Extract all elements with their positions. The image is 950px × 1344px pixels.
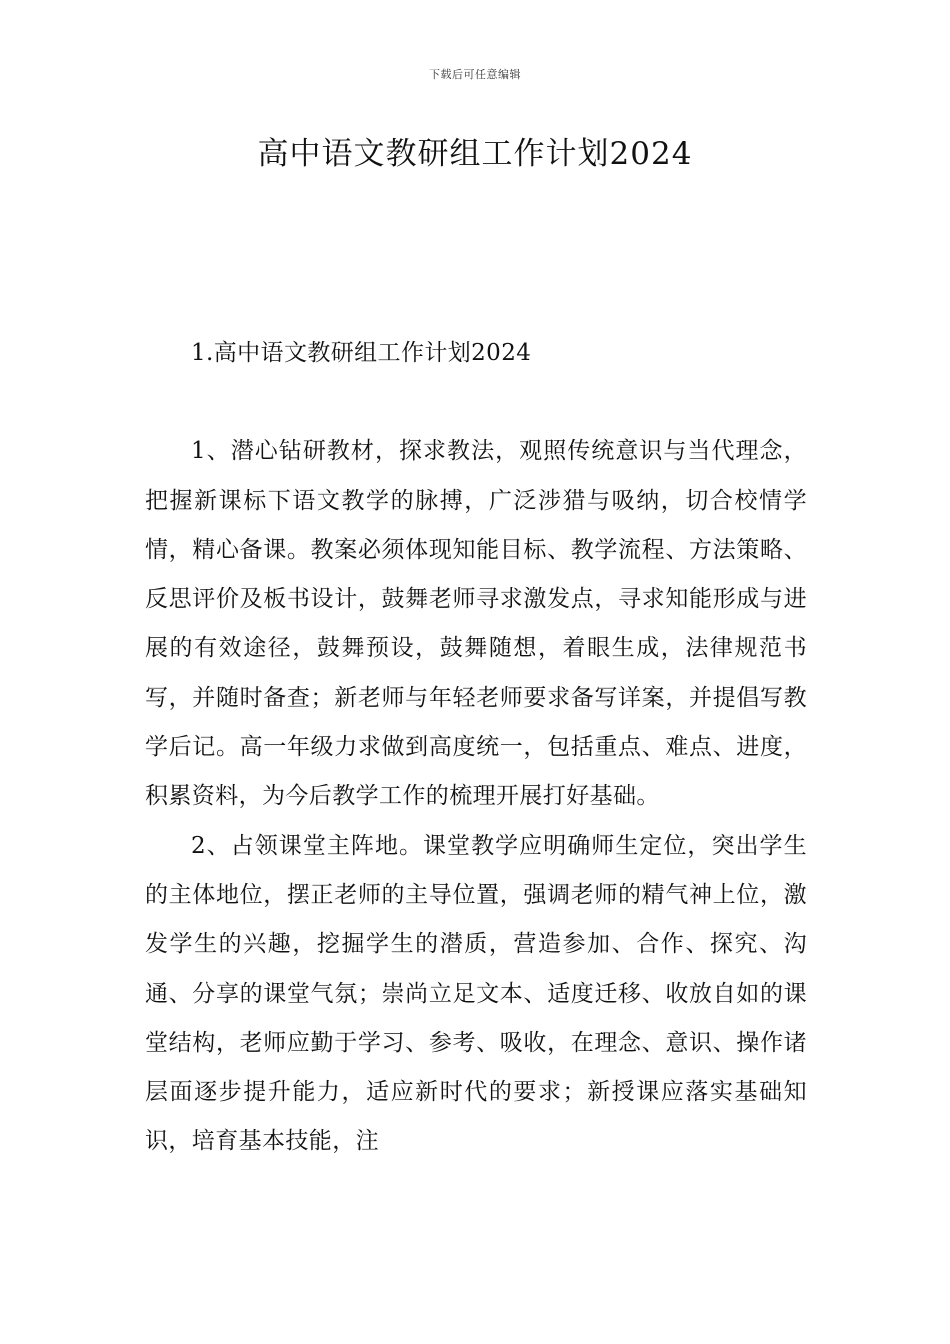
paragraph-1: 1、潜心钻研教材，探求教法，观照传统意识与当代理念，把握新课标下语文教学的脉搏，广泛涉猎与吸纳，切合校情学情，精心备课。教案必须体现知能目标、教学流程、方法策略、反思评价及板书设计，鼓舞老师寻求激发点，寻求知能形成与进展的有效途径，鼓舞预设，鼓舞随想，着眼生成，法律规范书写，并随时备查；新老师与年轻老师要求备写详案，并提倡写教学后记。高一年级力求做到高度统一，包括重点、难点、进度，积累资料，为今后教学工作的梳理开展打好基础。 — [145, 438, 807, 810]
section-heading: 1.高中语文教研组工作计划2024 — [191, 340, 532, 366]
paragraph-2: 2、占领课堂主阵地。课堂教学应明确师生定位，突出学生的主体地位，摆正老师的主导位置，强调老师的精气神上位，激发学生的兴趣，挖掘学生的潜质，营造参加、合作、探究、沟通、分享的课堂气氛；崇尚立足文本、适度迁移、收放自如的课堂结构，老师应勤于学习、参考、吸收，在理念、意识、操作诸层面逐步提升能力，适应新时代的要求；新授课应落实基础知识，培育基本技能，注 — [145, 832, 807, 1155]
header-note: 下载后可任意编辑 — [429, 68, 521, 81]
document-title: 高中语文教研组工作计划2024 — [257, 136, 693, 172]
document-body — [145, 329, 807, 1167]
